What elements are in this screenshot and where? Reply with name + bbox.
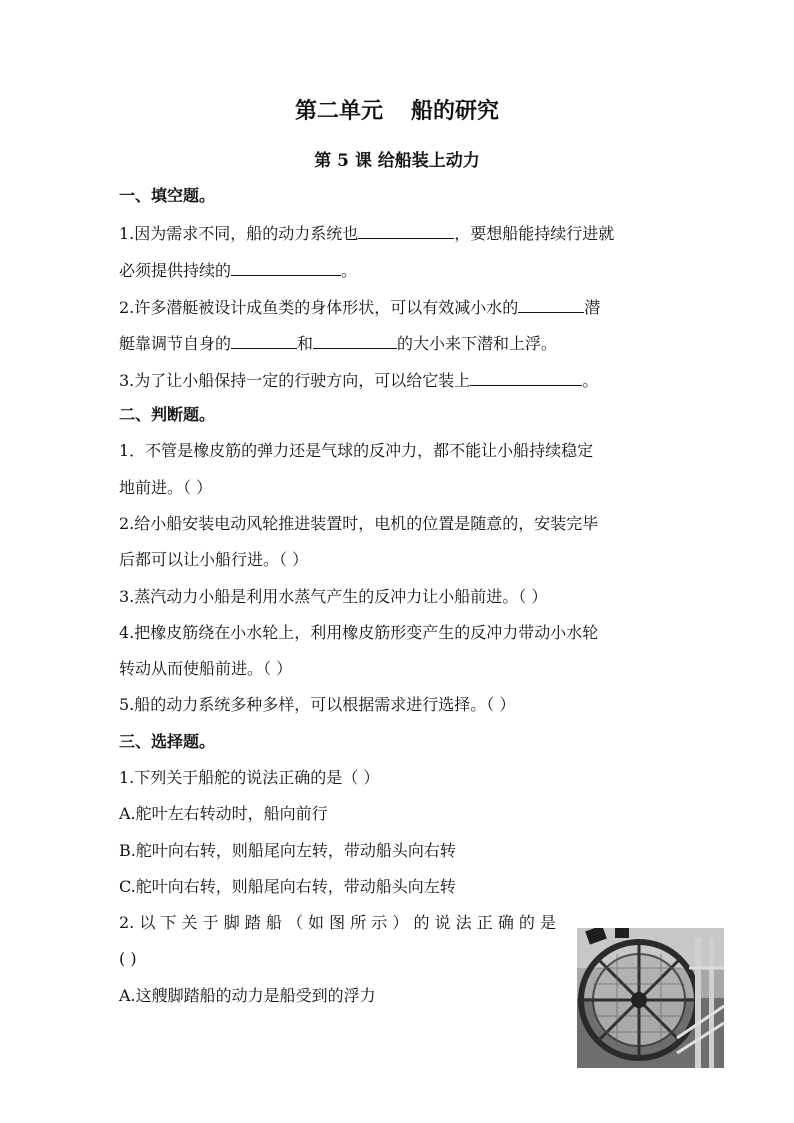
mc-q1-stem: 1.下列关于船舵的说法正确的是（ ） bbox=[119, 768, 380, 787]
fill-q2-line1: 2.许多潜艇被设计成鱼类的身体形状，可以有效减小水的 潜 bbox=[119, 298, 601, 317]
lesson-title: 第 5 课 给船装上动力 bbox=[314, 151, 480, 171]
tf-q1-line1: 1．不管是橡皮筋的弹力还是气球的反冲力，都不能让小船持续稳定 bbox=[119, 441, 594, 460]
section-heading-true-false: 二、判断题。 bbox=[119, 405, 216, 424]
unit-title bbox=[0, 94, 794, 125]
answer-blank[interactable] bbox=[470, 369, 582, 386]
fill-q1-line1: 1.因为需求不同，船的动力系统也 ，要想船能持续行进就 bbox=[119, 224, 615, 243]
tf-q2-line1: 2.给小船安装电动风轮推进装置时，电机的位置是随意的，安装完毕 bbox=[119, 514, 599, 533]
answer-blank[interactable] bbox=[231, 259, 341, 276]
tf-q5: 5.船的动力系统多种多样，可以根据需求进行选择。（ ） bbox=[119, 695, 516, 714]
paddle-wheel-photo bbox=[577, 928, 724, 1068]
mc-q2-option-a: A.这艘脚踏船的动力是船受到的浮力 bbox=[119, 986, 376, 1005]
answer-blank[interactable] bbox=[313, 332, 397, 349]
mc-q1-option-b: B.舵叶向右转，则船尾向左转，带动船头向右转 bbox=[119, 841, 456, 860]
answer-blank[interactable] bbox=[231, 332, 297, 349]
mc-q2-paren: ( ) bbox=[119, 949, 137, 968]
tf-q2-line2: 后都可以让小船行进。（ ） bbox=[119, 550, 309, 569]
tf-q4-line1: 4.把橡皮筋绕在小水轮上，利用橡皮筋形变产生的反冲力带动小水轮 bbox=[119, 623, 599, 642]
tf-q1-line2: 地前进。（ ） bbox=[119, 478, 213, 497]
fill-q3: 3.为了让小船保持一定的行驶方向，可以给它装上 。 bbox=[119, 371, 599, 390]
mc-q1-option-c: C.舵叶向右转，则船尾向右转，带动船头向左转 bbox=[119, 877, 456, 896]
section-heading-fill-blank: 一、填空题。 bbox=[119, 186, 216, 205]
answer-blank[interactable] bbox=[518, 296, 584, 313]
tf-q4-line2: 转动从而使船前进。（ ） bbox=[119, 659, 293, 678]
unit-number: 第二单元 bbox=[294, 98, 383, 124]
mc-q1-option-a: A.舵叶左右转动时，船向前行 bbox=[119, 804, 328, 823]
fill-q2-line2: 艇靠调节自身的 和 的大小来下潜和上浮。 bbox=[119, 334, 558, 353]
mc-q2-stem: 2. 以 下 关 于 脚 踏 船 （ 如 图 所 示 ） 的 说 法 正 确 的 是 bbox=[119, 913, 556, 932]
paddle-wheel-icon bbox=[577, 928, 724, 1068]
section-heading-multiple-choice: 三、选择题。 bbox=[119, 732, 216, 751]
tf-q3: 3.蒸汽动力小船是利用水蒸气产生的反冲力让小船前进。（ ） bbox=[119, 587, 548, 606]
answer-blank[interactable] bbox=[358, 222, 454, 239]
fill-q1-line2: 必须提供持续的 。 bbox=[119, 261, 358, 280]
unit-name: 船的研究 bbox=[411, 98, 500, 124]
